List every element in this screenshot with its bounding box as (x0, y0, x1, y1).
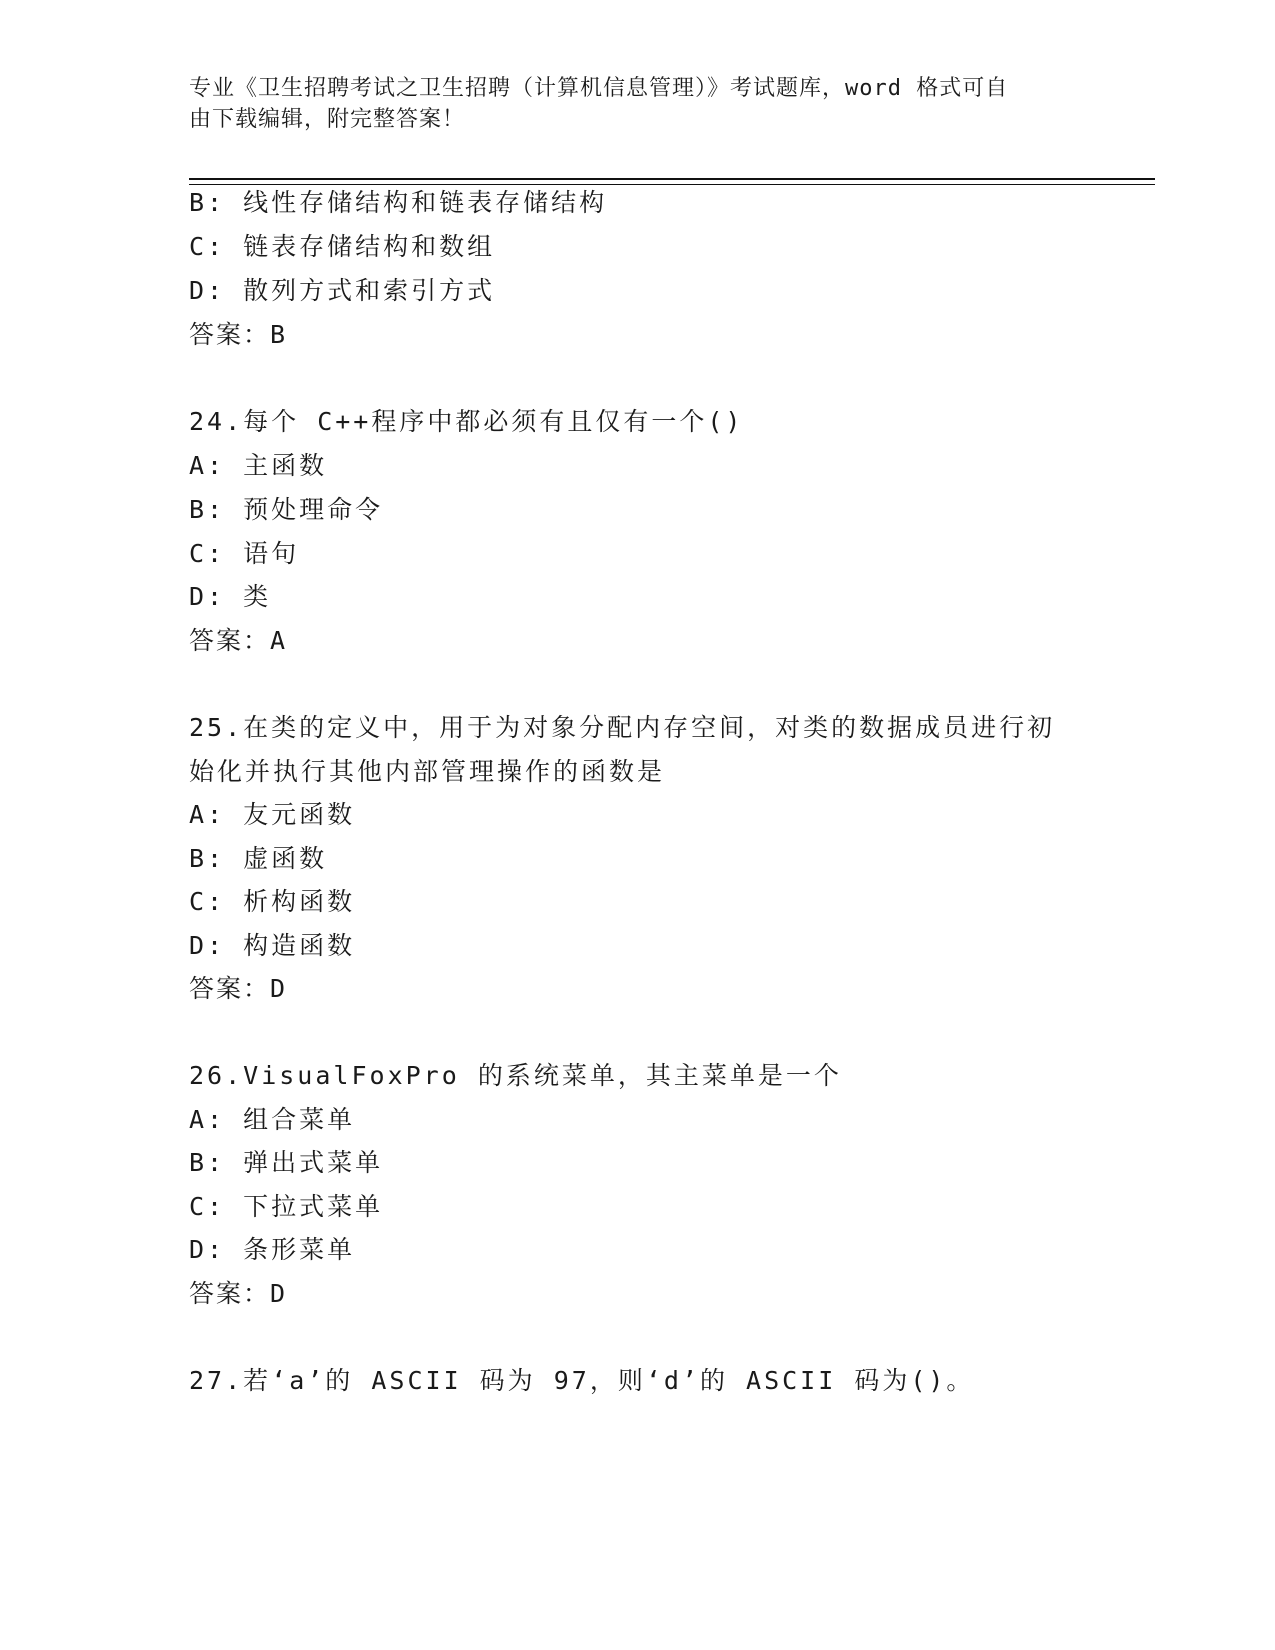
q24-answer: 答案：A (189, 626, 288, 655)
q26-answer: 答案：D (189, 1279, 288, 1308)
q24-option-b: B: 预处理命令 (189, 495, 384, 524)
q23-option-d: D: 散列方式和索引方式 (189, 276, 496, 305)
q25-option-c: C: 析构函数 (189, 887, 356, 916)
q25-question-line-2: 始化并执行其他内部管理操作的函数是 (189, 757, 666, 786)
document-header (189, 73, 1069, 135)
q25-answer: 答案：D (189, 974, 288, 1003)
q26-option-d: D: 条形菜单 (189, 1235, 356, 1264)
q24-option-a: A: 主函数 (189, 451, 328, 480)
q23-option-c: C: 链表存储结构和数组 (189, 232, 496, 261)
q25-question-line-1: 25.在类的定义中，用于为对象分配内存空间，对类的数据成员进行初 (189, 713, 1056, 742)
q26-question: 26.VisualFoxPro 的系统菜单，其主菜单是一个 (189, 1061, 842, 1090)
q26-option-b: B: 弹出式菜单 (189, 1148, 384, 1177)
q26-option-a: A: 组合菜单 (189, 1105, 356, 1134)
header-line-2: 由下载编辑，附完整答案！ (189, 107, 466, 132)
q24-option-d: D: 类 (189, 582, 272, 611)
q25-option-b: B: 虚函数 (189, 844, 328, 873)
q24-question: 24.每个 C++程序中都必须有且仅有一个() (189, 407, 744, 436)
q24-option-c: C: 语句 (189, 539, 300, 568)
q25-option-a: A: 友元函数 (189, 800, 356, 829)
header-divider-thin (189, 184, 1155, 185)
q23-answer: 答案：B (189, 320, 288, 349)
header-divider-thick (189, 178, 1155, 180)
q23-option-b: B: 线性存储结构和链表存储结构 (189, 188, 608, 217)
q27-question: 27.若‘a’的 ASCII 码为 97，则‘d’的 ASCII 码为()。 (189, 1366, 975, 1395)
q26-option-c: C: 下拉式菜单 (189, 1192, 384, 1221)
q25-option-d: D: 构造函数 (189, 931, 356, 960)
header-line-1: 专业《卫生招聘考试之卫生招聘（计算机信息管理）》考试题库，word 格式可自 (189, 76, 1009, 101)
